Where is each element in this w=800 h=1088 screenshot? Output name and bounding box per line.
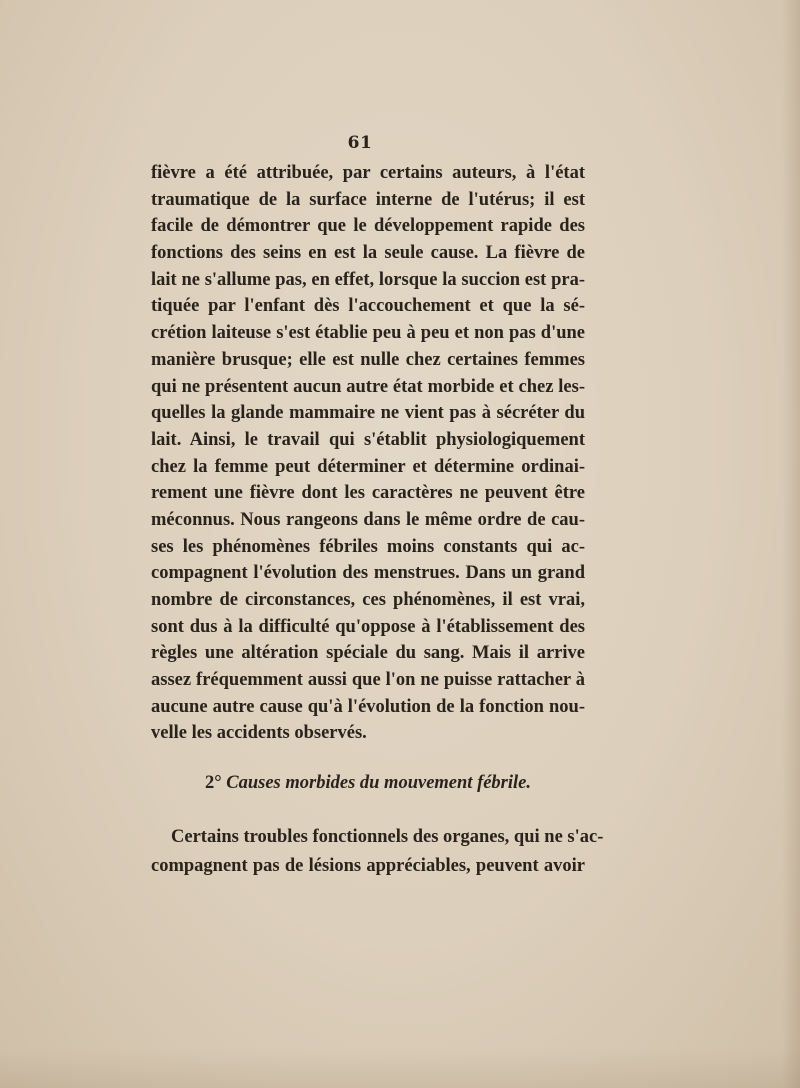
text-line: qui ne présentent aucun autre état morbide et chez les- bbox=[151, 376, 585, 397]
section-heading-title: Causes morbides du mouvement fébrile. bbox=[226, 773, 532, 793]
section-heading bbox=[0, 773, 736, 794]
text-line: aucune autre cause qu'à l'évolution de la fonction nou- bbox=[151, 696, 585, 717]
text-line: assez fréquemment aussi que l'on ne puisse rattacher à bbox=[151, 670, 585, 691]
text-line: quelles la glande mammaire ne vient pas à sécréter du bbox=[151, 403, 585, 424]
page-edge-shadow bbox=[782, 0, 800, 1088]
text-line: tiquée par l'enfant dès l'accouchement et que la sé- bbox=[151, 296, 585, 317]
text-line: rement une fièvre dont les caractères ne peuvent être bbox=[151, 483, 585, 504]
paragraph-2 bbox=[151, 823, 604, 881]
text-line: règles une altération spéciale du sang. Mais il arrive bbox=[151, 643, 585, 664]
text-line: compagnent l'évolution des menstrues. Dans un grand bbox=[151, 563, 585, 584]
text-line: chez la femme peut déterminer et détermine ordinai- bbox=[151, 456, 585, 477]
text-line: fonctions des seins en est la seule cause. La fièvre de bbox=[151, 243, 585, 264]
text-line: méconnus. Nous rangeons dans le même ordre de cau- bbox=[151, 509, 585, 530]
page-bottom-shadow bbox=[0, 1048, 800, 1088]
text-line: compagnent pas de lésions appréciables, peuvent avoir bbox=[151, 856, 585, 876]
page-number: 61 bbox=[347, 133, 373, 153]
text-line: fièvre a été attribuée, par certains auteurs, à l'état bbox=[151, 163, 585, 183]
text-line: facile de démontrer que le développement rapide des bbox=[151, 216, 585, 237]
text-line: lait ne s'allume pas, en effet, lorsque la succion est pra- bbox=[151, 269, 585, 290]
section-heading-number: 2° bbox=[204, 773, 222, 793]
text-line: traumatique de la surface interne de l'utérus; il est bbox=[151, 189, 585, 210]
text-line: manière brusque; elle est nulle chez certaines femmes bbox=[151, 349, 585, 370]
text-line: ses les phénomènes fébriles moins constants qui ac- bbox=[151, 536, 585, 557]
paragraph-1 bbox=[151, 160, 585, 747]
text-line: lait. Ainsi, le travail qui s'établit physiologiquement bbox=[151, 429, 585, 450]
text-line: crétion laiteuse s'est établie peu à peu et non pas d'une bbox=[151, 323, 585, 344]
text-line: nombre de circonstances, ces phénomènes, il est vrai, bbox=[151, 590, 585, 610]
text-line: velle les accidents observés. bbox=[151, 723, 367, 744]
text-line: Certains troubles fonctionnels des organes, qui ne s'ac- bbox=[171, 827, 604, 847]
text-line: sont dus à la difficulté qu'oppose à l'établissement des bbox=[151, 616, 585, 637]
